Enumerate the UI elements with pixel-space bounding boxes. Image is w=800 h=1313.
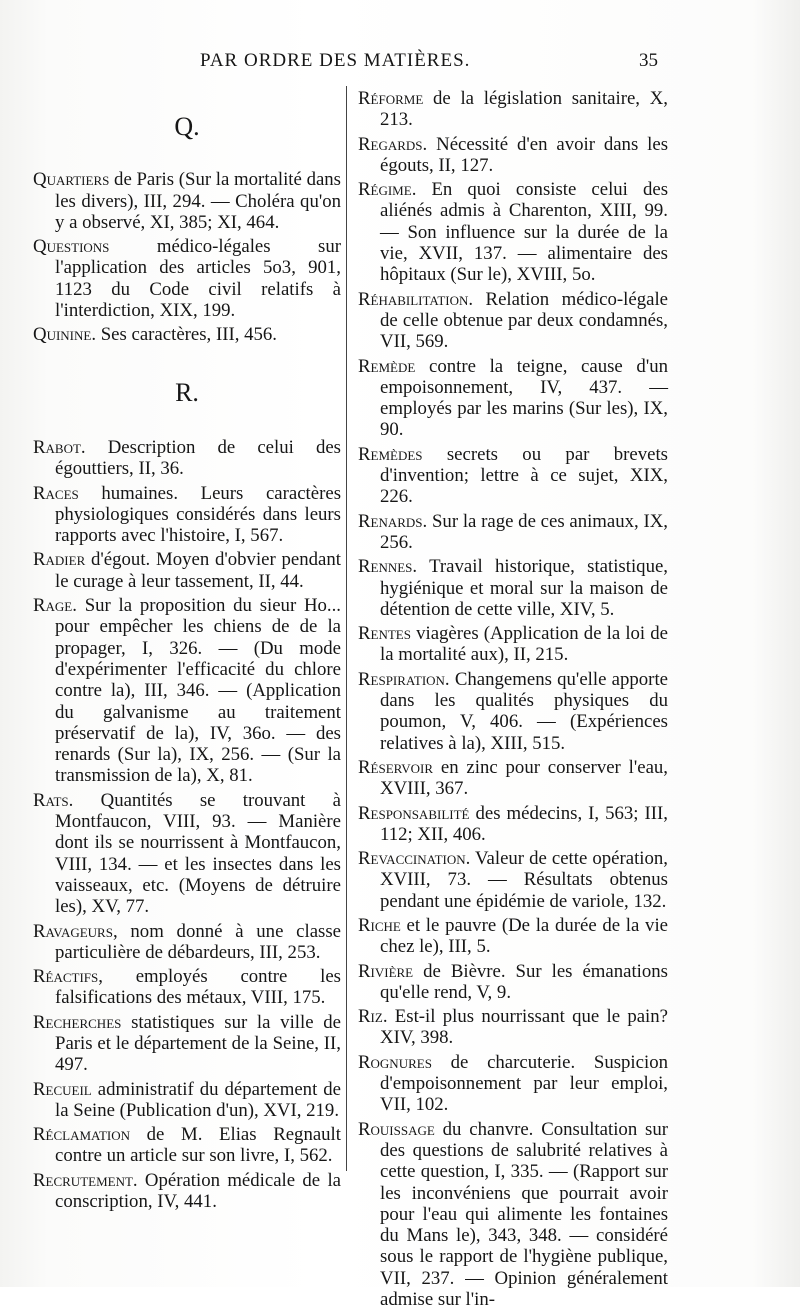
index-entry: [358, 623, 668, 666]
letter-heading-r: R.: [175, 377, 199, 407]
entry-term: Respiration: [358, 668, 445, 690]
entry-text: administratif du département de la Seine (Publication d'un), XVI, 219.: [55, 1078, 341, 1121]
entry-text: statistiques sur la ville de Paris et le département de la Seine, II, 497.: [55, 1011, 341, 1076]
entry-text: du chanvre. Consultation sur des questions de salubrité relatives à cette question, I, 335. — (Rapport sur les inconvéniens que pourrait avoir pour l'eau qui alimente les fontaines du Mans le), 343, 348. — considéré sous le rapport de l'hygiène publique, VII, 237. — Opinion généralement admise sur l'in-: [380, 1118, 668, 1311]
index-entry: [33, 169, 341, 233]
entry-term: Recherches: [33, 1011, 122, 1033]
index-entry: [33, 437, 341, 480]
entry-text: de Paris (Sur la mortalité dans les divers), III, 294. — Choléra qu'on y a observé, XI, 385; XI, 464.: [55, 169, 341, 233]
entry-term: Réactifs: [33, 966, 99, 988]
entry-term: Rentes: [358, 623, 411, 645]
entry-term: Recrutement: [33, 1169, 133, 1191]
entry-text: . Travail historique, statistique, hygiénique et moral sur la maison de détention de cette ville, XIV, 5.: [380, 556, 668, 620]
entry-text: . Changemens qu'elle apporte dans les qualités physiques du poumon, V, 406. — (Expériences relatives à la), XIII, 515.: [380, 668, 668, 754]
entry-text: secrets ou par brevets d'invention; lettre à ce sujet, XIX, 226.: [380, 443, 668, 508]
entry-text: de charcuterie. Suspicion d'empoisonnement par leur emploi, VII, 102.: [380, 1051, 668, 1116]
entry-term: Réhabilitation: [358, 288, 469, 310]
entry-text: , employés contre les falsifications des métaux, VIII, 175.: [55, 966, 341, 1009]
entry-term: Revaccination: [358, 848, 466, 870]
index-entry: [33, 1012, 341, 1076]
entry-text: de M. Elias Regnault contre un article sur son livre, I, 562.: [55, 1124, 341, 1167]
entry-text: viagères (Application de la loi de la mortalité aux), II, 215.: [380, 623, 668, 666]
index-entry: [358, 961, 668, 1004]
entry-term: Rouissage: [358, 1118, 435, 1140]
entry-term: Recueil: [33, 1078, 92, 1100]
index-entry: [358, 803, 668, 846]
index-entry: [358, 848, 668, 912]
entry-term: Régime: [358, 179, 412, 201]
index-entry: [33, 595, 341, 787]
entry-text: . Sur la proposition du sieur Ho... pour empêcher les chiens de de la propager, I, 326. — (Du mode d'expérimenter l'efficacité du chlore contre la), III, 346. — (Application du galvanisme au traitement préservatif de la), IV, 36o. — des renards (Sur la), IX, 256. — (Sur la transmission de la), X, 81.: [55, 595, 341, 787]
entry-text: contre la teigne, cause d'un empoisonnement, IV, 437. — employés par les marins (Sur les), IX, 90.: [380, 355, 668, 441]
entry-text: . Description de celui des égouttiers, II, 36.: [55, 436, 341, 480]
entry-term: Rognures: [358, 1051, 432, 1073]
running-title: PAR ORDRE DES MATIÈRES.: [200, 50, 471, 71]
entry-term: Rabot: [33, 436, 81, 458]
index-entry: [33, 1124, 341, 1167]
entry-term: Quartiers: [33, 169, 110, 191]
index-entry: [33, 549, 341, 592]
entry-text: . Ses caractères, III, 456.: [91, 324, 277, 346]
entry-term: Riche: [358, 914, 401, 936]
index-entry: [358, 1119, 668, 1311]
entry-term: Rats: [33, 789, 69, 811]
index-entry: [358, 757, 668, 800]
entry-term: Réservoir: [358, 756, 434, 778]
index-entry: [358, 134, 668, 177]
entry-text: médico-légales sur l'application des articles 5o3, 901, 1123 du Code civil relatifs à l'interdiction, XIX, 199.: [55, 236, 341, 322]
index-entry: [33, 1170, 341, 1213]
index-entry: [358, 1006, 668, 1049]
entry-text: humaines. Leurs caractères physiologiques considérés dans leurs rapports avec l'histoire, I, 567.: [55, 482, 341, 547]
entry-text: d'égout. Moyen d'obvier pendant le curage à leur tassement, II, 44.: [55, 549, 341, 592]
entry-text: de Bièvre. Sur les émanations qu'elle rend, V, 9.: [380, 960, 668, 1003]
entry-text: en zinc pour conserver l'eau, XVIII, 367.: [380, 756, 668, 800]
index-entry: [33, 790, 341, 918]
index-entry: [33, 966, 341, 1009]
entry-term: Réforme: [358, 88, 424, 109]
entry-text: . En quoi consiste celui des aliénés admis à Charenton, XIII, 99. — Son influence sur la durée de la vie, XVII, 137. — alimentaire des hôpitaux (Sur le), XVIII, 5o.: [380, 179, 668, 286]
entry-term: Remède: [358, 355, 416, 377]
index-entry: [358, 669, 668, 754]
index-entry: [358, 556, 668, 620]
entry-text: et le pauvre (De la durée de la vie chez le), III, 5.: [380, 914, 668, 958]
entry-term: Races: [33, 482, 79, 504]
entry-text: . Opération médicale de la conscription, IV, 441.: [55, 1169, 341, 1213]
page-number: 35: [639, 50, 658, 71]
index-entry: [358, 179, 668, 285]
index-entry: [33, 236, 341, 321]
entry-term: Questions: [33, 236, 110, 258]
entry-term: Riz: [358, 1006, 383, 1028]
left-column: [33, 88, 341, 1215]
entry-text: , nom donné à une classe particulière de débardeurs, III, 253.: [55, 920, 341, 963]
index-entry: [358, 915, 668, 958]
index-entry: [358, 511, 668, 554]
index-entry: [358, 88, 668, 131]
entry-text: . Quantités se trouvant à Montfaucon, VIII, 93. — Manière dont ils se nourrissent à Montfaucon, VIII, 134. — et les insectes dans les vaisseaux, etc. (Moyens de détruire les), XV, 77.: [55, 789, 341, 918]
entry-term: Ravageurs: [33, 920, 113, 942]
entry-term: Regards: [358, 133, 423, 155]
entry-text: . Relation médico-légale de celle obtenue par deux condamnés, VII, 569.: [380, 288, 668, 353]
entry-term: Rivière: [358, 960, 414, 982]
entry-text: de la législation sanitaire, X, 213.: [380, 88, 668, 131]
index-entry: [358, 289, 668, 353]
entry-text: . Nécessité d'en avoir dans les égouts, II, 127.: [380, 133, 668, 176]
entry-text: des médecins, I, 563; III, 112; XII, 406.: [380, 802, 668, 845]
index-entry: [33, 921, 341, 964]
letter-heading-q: Q.: [174, 112, 200, 141]
entry-text: . Est-il plus nourrissant que le pain? XIV, 398.: [380, 1006, 668, 1049]
index-entry: [358, 1052, 668, 1116]
entry-term: Remèdes: [358, 443, 423, 465]
index-entry: [33, 324, 341, 345]
entry-text: . Valeur de cette opération, XVIII, 73. — Résultats obtenus pendant une épidémie de variole, 132.: [380, 848, 668, 912]
column-divider: [346, 86, 347, 1171]
entry-term: Radier: [33, 549, 86, 571]
index-entry: [358, 444, 668, 508]
page-header: [0, 50, 800, 80]
entry-term: Renards: [358, 510, 423, 532]
entry-term: Rage: [33, 595, 73, 617]
entry-term: Rennes: [358, 556, 413, 578]
entry-text: . Sur la rage de ces animaux, IX, 256.: [380, 510, 668, 553]
entry-term: Quinine: [33, 324, 92, 346]
right-column: [358, 88, 668, 1313]
index-entry: [358, 356, 668, 441]
entry-term: Réclamation: [33, 1124, 131, 1146]
index-entry: [33, 483, 341, 547]
index-entry: [33, 1079, 341, 1122]
entry-term: Responsabilité: [358, 802, 470, 824]
